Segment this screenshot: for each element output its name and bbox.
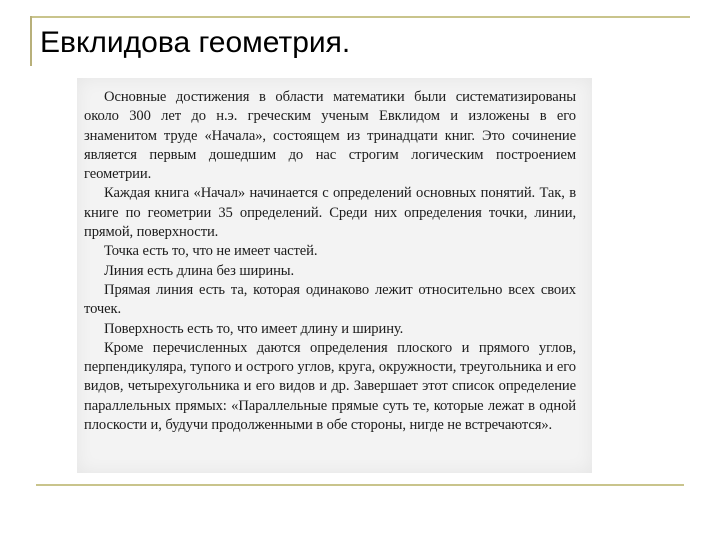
definition-point: Точка есть то, что не имеет частей. [104, 243, 318, 260]
frame-bottom-line [36, 484, 684, 486]
frame-left-line [30, 16, 32, 66]
definition-surface: Поверхность есть то, что имеет длину и ширину. [104, 320, 404, 337]
frame-top-line [30, 16, 690, 18]
definition-straight-line: Прямая линия есть та, которая одинаково лежит относительно всех своих точек. [84, 281, 576, 318]
paragraph-other-definitions: Кроме перечисленных даются определения плоского и прямого углов, перпендикуляра, тупого и острого углов, круга, окружности, треугольника и его видов, четырехугольника и его видов и др. Завершает этот список определение параллельных прямых: «Параллельные прямые суть те, которые лежат в одной плоскости и, будучи продолженными в обе стороны, нигде не встречаются». [84, 339, 576, 434]
definition-line: Линия есть длина без ширины. [104, 262, 295, 279]
paragraph-definitions: Каждая книга «Начал» начинается с определений основных понятий. Так, в книге по геометрии 35 определений. Среди них определения точки, линии, прямой, поверхности. [84, 185, 576, 241]
paragraph-intro: Основные достижения в области математики были систематизированы около 300 лет до н.э. греческим ученым Евклидом и изложены в его знаменитом труде «Начала», состоящем из тринадцати книг. Это сочинение является первым дошедшим до нас строгим логическим построением геометрии. [84, 89, 576, 183]
slide-title: Евклидова геометрия. [40, 26, 351, 59]
document-body [84, 88, 576, 435]
